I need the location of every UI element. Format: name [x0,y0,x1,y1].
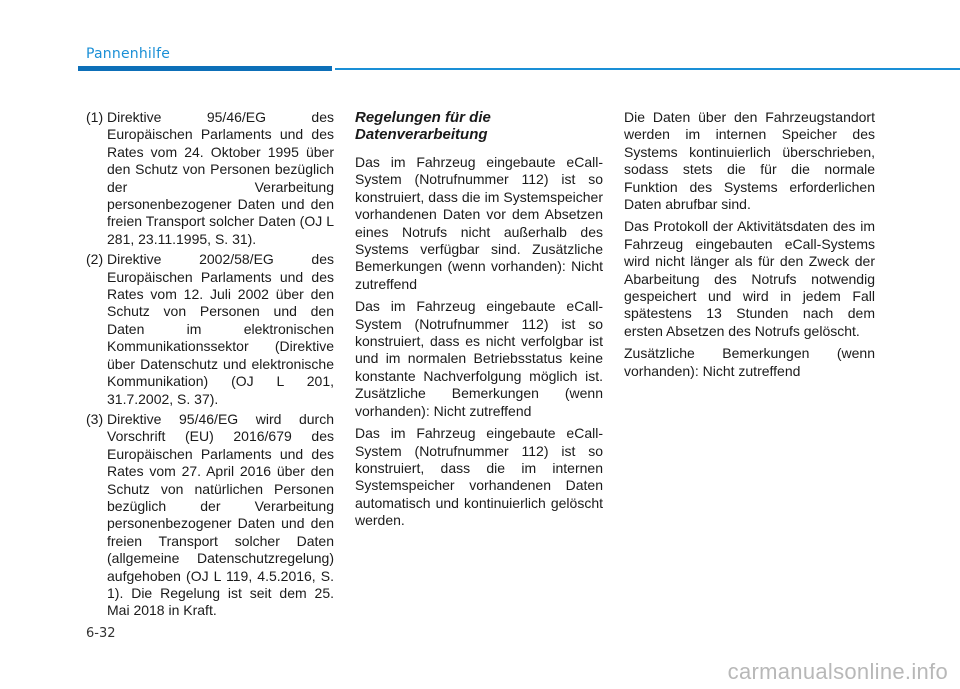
body-paragraph: Die Daten über den Fahrzeugstandort werden im internen Speicher des Systems kontinuierlich überschrieben, sodass stets die für die normale Funktion des Systems erforderlichen Daten abrufbar sind. [624,109,875,213]
body-paragraph: Das im Fahrzeug eingebaute eCall-System (Notrufnummer 112) ist so konstruiert, dass die im internen Systemspeicher vorhandenen Daten automatisch und kontinuierlich gelöscht werden. [355,425,603,529]
body-paragraph: Das im Fahrzeug eingebaute eCall-System (Notrufnummer 112) ist so konstruiert, dass die im Systemspeicher vorhandenen Daten vor dem Absetzen eines Notrufs nicht außerhalb des Systems verfügbar sind. Zusätzliche Bemerkungen (wenn vorhanden): Nicht zutreffend [355,154,603,292]
section-heading: Regelungen für die Datenverarbeitung [355,109,491,143]
reference-number: (1) [86,109,104,125]
reference-item [86,109,334,248]
header-rule-thin [335,68,960,70]
watermark: carmanualsonline.info [727,659,948,684]
column-data-processing [355,109,603,535]
reference-item [86,411,334,620]
reference-text: Direktive 2002/58/EG des Europäischen Parlaments und des Rates vom 12. Juli 2002 über den Schutz von Personen und den Daten im elektronischen Kommunikationssektor (Direktive über Datenschutz und elektronische Kommunikation) (OJ L 201, 31.7.2002, S. 37). [107,251,334,407]
section-title: Pannenhilfe [86,46,171,62]
body-paragraph: Das Protokoll der Aktivitätsdaten des im Fahrzeug eingebauten eCall-Systems wird nicht länger als für den Zweck der Abarbeitung des Notrufs notwendig gespeichert und wird in jedem Fall spätestens 13 Stunden nach dem ersten Absetzen des Notrufs gelöscht. [624,218,875,339]
body-paragraph: Zusätzliche Bemerkungen (wenn vorhanden): Nicht zutreffend [624,345,875,379]
body-paragraph: Das im Fahrzeug eingebaute eCall-System (Notrufnummer 112) ist so konstruiert, dass es nicht verfolgbar ist und im normalen Betriebsstatus keine konstante Nachverfolgung möglich ist. Zusätzliche Bemerkungen (wenn vorhanden): Nicht zutreffend [355,298,603,419]
header-rule-thick [78,66,332,71]
reference-text: Direktive 95/46/EG wird durch Vorschrift (EU) 2016/679 des Europäischen Parlaments und des Rates vom 27. April 2016 über den Schutz von natürlichen Personen bezüglich der Verarbeitung personenbezogener Daten und den freien Transport solcher Daten (allgemeine Datenschutzregelung) aufgehoben (OJ L 119, 4.5.2016, S. 1). Die Regelung ist seit dem 25. Mai 2018 in Kraft. [107,410,334,619]
reference-item [86,251,334,408]
column-references [86,109,334,623]
column-data-storage [624,109,875,385]
reference-text: Direktive 95/46/EG des Europäischen Parlaments und des Rates vom 24. Oktober 1995 über den Schutz von Personen bezüglich der Verarbeitung personenbezogener Daten und den freien Transport solcher Daten (OJ L 281, 23.11.1995, S. 31). [107,109,334,247]
reference-number: (2) [86,251,104,268]
reference-number: (3) [86,410,104,427]
page-number: 6-32 [86,626,116,641]
